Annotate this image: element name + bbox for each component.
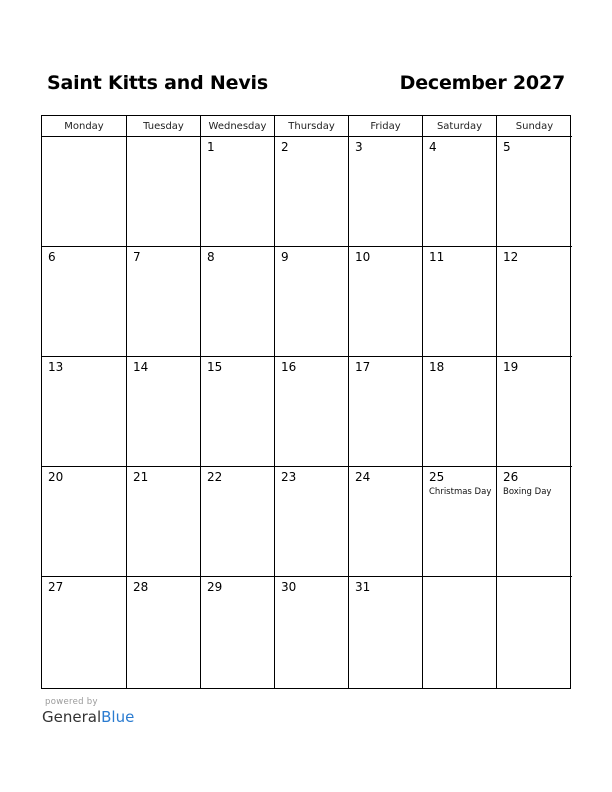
day-cell[interactable] bbox=[275, 137, 349, 247]
day-cell[interactable] bbox=[127, 577, 201, 688]
day-number: 4 bbox=[429, 140, 437, 154]
day-number: 19 bbox=[503, 360, 519, 374]
day-number: 6 bbox=[48, 250, 56, 264]
day-number: 14 bbox=[133, 360, 149, 374]
day-cell[interactable] bbox=[42, 137, 127, 247]
day-cell[interactable] bbox=[127, 357, 201, 467]
day-cell[interactable] bbox=[42, 467, 127, 577]
day-number: 9 bbox=[281, 250, 289, 264]
day-cell[interactable] bbox=[497, 577, 572, 688]
day-cell[interactable] bbox=[423, 577, 497, 688]
day-number: 20 bbox=[48, 470, 64, 484]
day-number: 28 bbox=[133, 580, 149, 594]
brand-logo[interactable] bbox=[42, 708, 134, 726]
day-cell[interactable] bbox=[497, 357, 572, 467]
day-cell[interactable] bbox=[201, 577, 275, 688]
day-number: 12 bbox=[503, 250, 519, 264]
day-cell[interactable] bbox=[349, 247, 423, 357]
day-number: 8 bbox=[207, 250, 215, 264]
holiday-label: Boxing Day bbox=[503, 487, 552, 497]
day-number: 13 bbox=[48, 360, 64, 374]
weekday-header-thursday: Thursday bbox=[275, 116, 349, 137]
day-number: 23 bbox=[281, 470, 297, 484]
weekday-header-sunday: Sunday bbox=[497, 116, 572, 137]
day-cell[interactable] bbox=[201, 247, 275, 357]
month-title: December 2027 bbox=[399, 72, 565, 94]
day-number: 11 bbox=[429, 250, 445, 264]
day-number: 21 bbox=[133, 470, 149, 484]
weekday-header-tuesday: Tuesday bbox=[127, 116, 201, 137]
day-cell[interactable] bbox=[42, 247, 127, 357]
day-number: 24 bbox=[355, 470, 371, 484]
day-cell[interactable] bbox=[423, 247, 497, 357]
day-cell[interactable] bbox=[349, 467, 423, 577]
day-cell[interactable] bbox=[201, 467, 275, 577]
day-number: 15 bbox=[207, 360, 223, 374]
day-cell[interactable] bbox=[423, 357, 497, 467]
brand-logo-part2: Blue bbox=[101, 708, 135, 726]
day-cell[interactable] bbox=[349, 137, 423, 247]
brand-logo-part1: General bbox=[42, 708, 102, 726]
day-cell[interactable] bbox=[497, 467, 572, 577]
country-title: Saint Kitts and Nevis bbox=[47, 72, 268, 94]
powered-by-label: powered by bbox=[45, 697, 98, 707]
day-cell[interactable] bbox=[423, 137, 497, 247]
day-cell[interactable] bbox=[497, 247, 572, 357]
day-cell[interactable] bbox=[42, 357, 127, 467]
day-number: 17 bbox=[355, 360, 371, 374]
day-cell[interactable] bbox=[42, 577, 127, 688]
day-cell[interactable] bbox=[275, 577, 349, 688]
day-number: 2 bbox=[281, 140, 289, 154]
day-cell[interactable] bbox=[127, 247, 201, 357]
weekday-header-friday: Friday bbox=[349, 116, 423, 137]
day-number: 26 bbox=[503, 470, 519, 484]
day-number: 16 bbox=[281, 360, 297, 374]
day-number: 5 bbox=[503, 140, 511, 154]
day-number: 3 bbox=[355, 140, 363, 154]
day-number: 1 bbox=[207, 140, 215, 154]
day-cell[interactable] bbox=[275, 467, 349, 577]
weekday-header-saturday: Saturday bbox=[423, 116, 497, 137]
day-number: 29 bbox=[207, 580, 223, 594]
day-number: 30 bbox=[281, 580, 297, 594]
day-number: 25 bbox=[429, 470, 445, 484]
calendar-grid bbox=[41, 115, 571, 689]
day-number: 27 bbox=[48, 580, 64, 594]
day-number: 31 bbox=[355, 580, 371, 594]
day-number: 18 bbox=[429, 360, 445, 374]
weekday-header-wednesday: Wednesday bbox=[201, 116, 275, 137]
holiday-label: Christmas Day bbox=[429, 487, 492, 497]
day-cell[interactable] bbox=[423, 467, 497, 577]
day-cell[interactable] bbox=[201, 357, 275, 467]
day-number: 10 bbox=[355, 250, 371, 264]
day-cell[interactable] bbox=[349, 577, 423, 688]
day-cell[interactable] bbox=[201, 137, 275, 247]
day-number: 22 bbox=[207, 470, 223, 484]
day-cell[interactable] bbox=[127, 467, 201, 577]
day-cell[interactable] bbox=[275, 247, 349, 357]
day-cell[interactable] bbox=[497, 137, 572, 247]
day-cell[interactable] bbox=[275, 357, 349, 467]
day-cell[interactable] bbox=[349, 357, 423, 467]
day-cell[interactable] bbox=[127, 137, 201, 247]
weekday-header-monday: Monday bbox=[42, 116, 127, 137]
day-number: 7 bbox=[133, 250, 141, 264]
